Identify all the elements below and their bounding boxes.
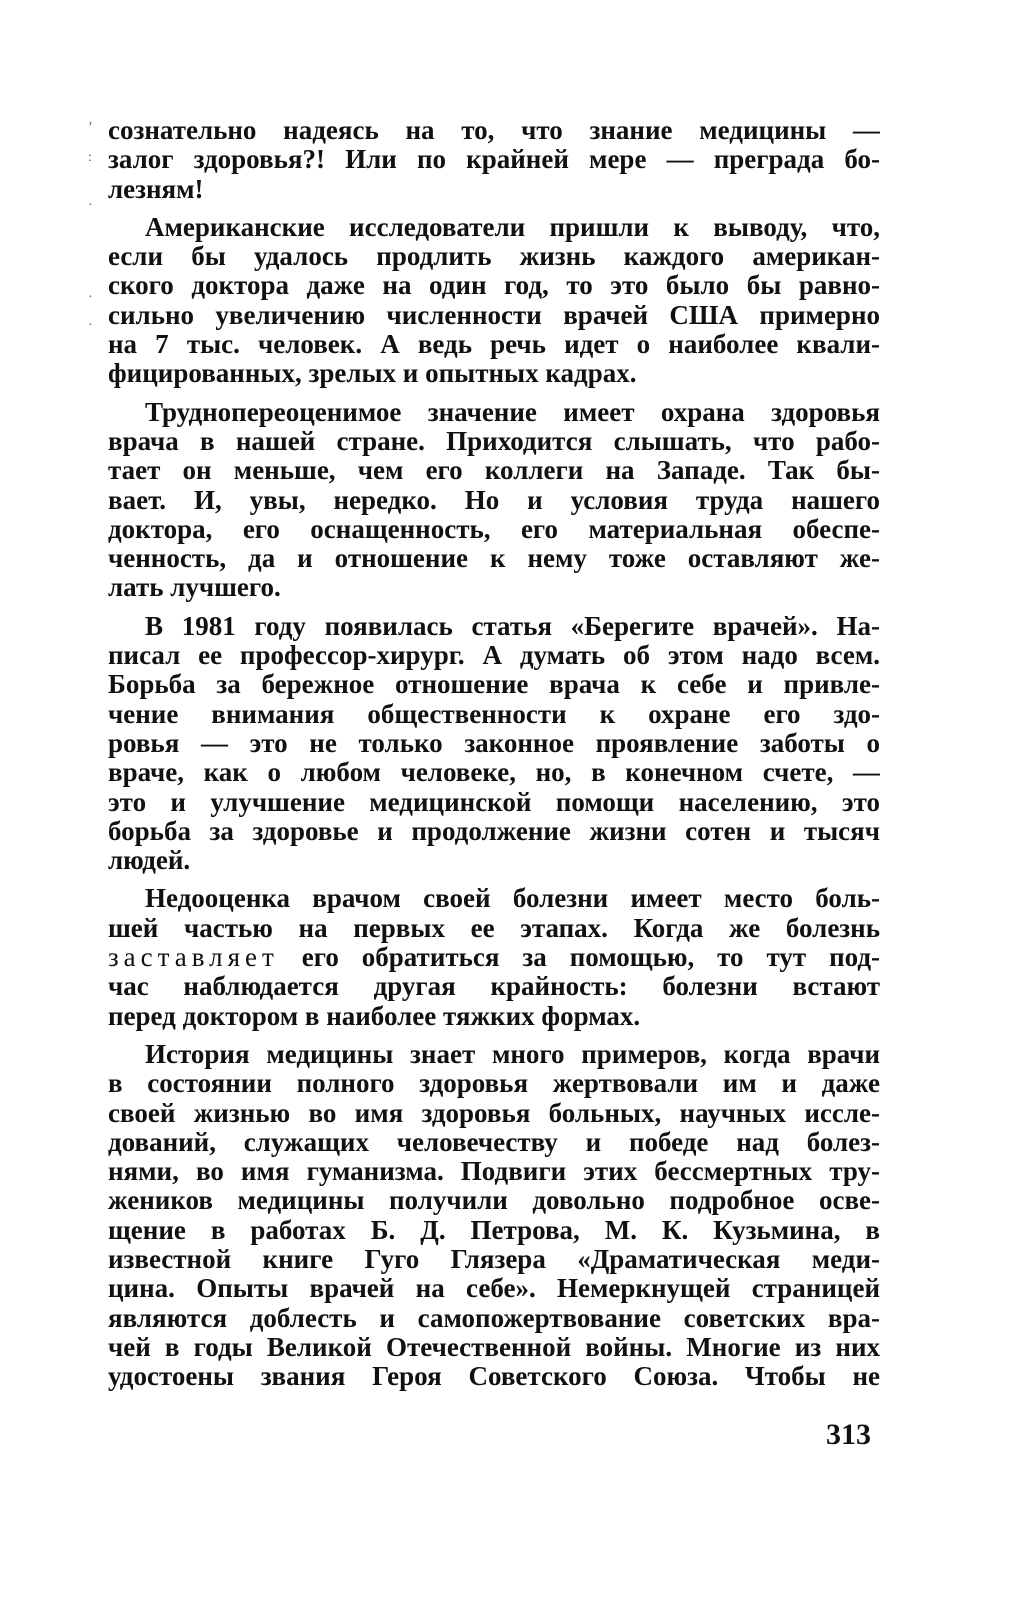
text-line: своей жизнью во имя здоровья больных, научных иссле- [108,1098,880,1128]
paragraph [108,213,880,389]
paragraph [108,884,880,1030]
text-line: заставляет его обратиться за помощью, то тут под- [108,943,880,973]
margin-speck: · [88,290,93,305]
text-line: ровья — это не только законное проявление заботы о [108,728,880,758]
paragraph [108,398,880,603]
paragraph-gap [108,389,880,398]
text-line: писал ее профессор-хирург. А думать об этом надо всем. [108,641,880,671]
paragraph-gap [108,875,880,884]
text-line: залог здоровья?! Или по крайней мере — преграда бо- [108,145,880,175]
paragraph-gap [108,603,880,612]
text-line: враче, как о любом человеке, но, в конечном счете, — [108,758,880,788]
text-line: на 7 тыс. человек. А ведь речь идет о наиболее квали- [108,330,880,360]
text-line: ского доктора даже на один год, то это было бы равно- [108,271,880,301]
text-line: удостоены звания Героя Советского Союза. Чтобы не [108,1362,880,1392]
text-line: вает. И, увы, нередко. Но и условия труда нашего [108,485,880,515]
text-line: перед доктором в наиболее тяжких формах. [108,1001,641,1031]
text-line: являются доблесть и самопожертвование советских вра- [108,1303,880,1333]
text-line: жеников медицины получили довольно подробное осве- [108,1186,880,1216]
text-line: нями, во имя гуманизма. Подвиги этих бессмертных тру- [108,1157,880,1187]
text-line: сильно увеличению численности врачей США примерно [108,300,880,330]
paragraph [108,612,880,876]
text-line: врача в нашей стране. Приходится слышать, что рабо- [108,426,880,456]
text-line: если бы удалось продлить жизнь каждого американ- [108,242,880,272]
text-line: это и улучшение медицинской помощи населению, это [108,787,880,817]
text-line: В 1981 году появилась статья «Берегите врачей». На- [145,611,880,641]
text-line: Американские исследователи пришли к выводу, что, [145,212,880,242]
text-line: дований, служащих человечеству и победе над болез- [108,1127,880,1157]
text-line: сознательно надеясь на то, что знание медицины — [108,116,880,145]
text-line: фицированных, зрелых и опытных кадрах. [108,359,637,389]
text-line: История медицины знает много примеров, когда врачи [145,1039,880,1069]
text-line: Труднопереоценимое значение имеет охрана здоровья [145,397,880,427]
paragraph-gap [108,204,880,213]
text-line: час наблюдается другая крайность: болезни встают [108,972,880,1002]
margin-speck: · [88,318,93,333]
text-line: чей в годы Великой Отечественной войны. Многие из них [108,1332,880,1362]
text-line: тает он меньше, чем его коллеги на Западе. Так бы- [108,456,880,486]
margin-speck: ʼ [88,120,93,135]
text-line: чение внимания общественности к охране его здо- [108,699,880,729]
text-line: Борьба за бережное отношение врача к себе и привле- [108,670,880,700]
text-line: людей. [108,846,191,876]
paragraph-gap [108,1031,880,1040]
text-line: лать лучшего. [108,573,281,603]
text-line: ченность, да и отношение к нему тоже оставляют же- [108,544,880,574]
text-line: борьба за здоровье и продолжение жизни сотен и тысяч [108,816,880,846]
text-line: в состоянии полного здоровья жертвовали им и даже [108,1069,880,1099]
text-line: щение в работах Б. Д. Петрова, М. К. Кузьмина, в [108,1215,880,1245]
page-number: 313 [826,1418,871,1451]
margin-speck: : [88,150,92,165]
text-line: Недооценка врачом своей болезни имеет место боль- [145,884,880,914]
text-line: известной книге Гуго Глязера «Драматическая меди- [108,1244,880,1274]
paragraph [108,1040,880,1392]
text-line: лезням! [108,174,204,204]
text-line: доктора, его оснащенность, его материальная обеспе- [108,514,880,544]
page-body-text [108,116,880,1391]
text-line: шей частью на первых ее этапах. Когда же болезнь [108,913,880,943]
text-line: цина. Опыты врачей на себе». Немеркнущей страницей [108,1274,880,1304]
margin-speck: · [88,198,93,213]
paragraph [108,116,880,204]
